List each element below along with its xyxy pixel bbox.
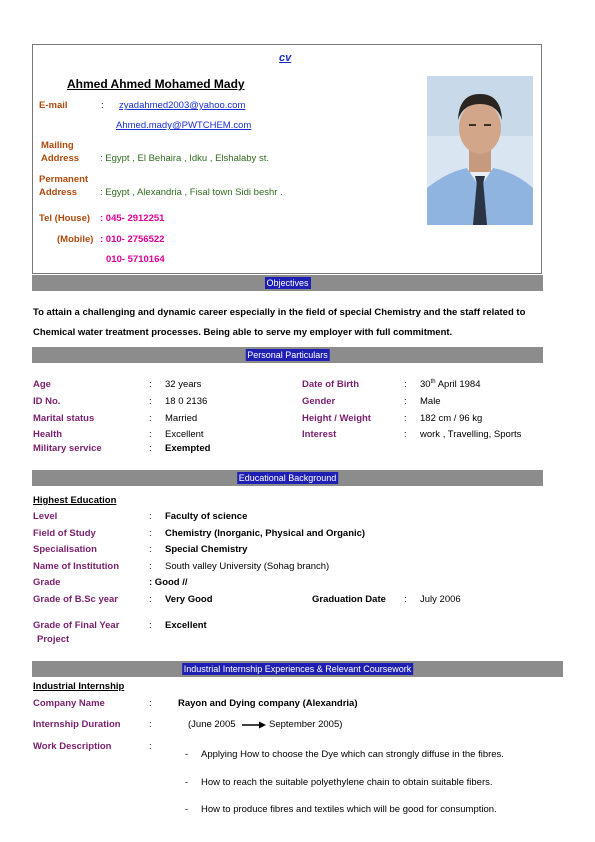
military-label: Military service [33,443,102,454]
industrial-internship-heading: Industrial Internship [33,681,125,692]
age-label: Age [33,379,51,390]
cv-title: cv [279,52,292,64]
email-label: E-mail [39,100,68,111]
internship-section-bar [32,661,563,677]
work-item-dash: - [185,777,189,788]
height-weight-colon: : [404,413,407,424]
permanent-address: : Egypt , Alexandria , Fisal town Sidi beshr . [100,187,283,198]
level-value: Faculty of science [165,511,248,522]
work-item-dash: - [185,749,189,760]
health-label: Health [33,429,63,440]
marital-colon: : [149,413,152,424]
work-description-label: Work Description [33,741,112,752]
field-colon: : [149,528,152,539]
objectives-line-2: Chemical water treatment processes. Being able to serve my employer with full commitment. [33,327,453,338]
work-item: How to produce fibres and textiles which will be good for consumption. [201,804,497,815]
graduation-date-value: July 2006 [420,594,461,605]
dob-value: 30th April 1984 [420,379,481,391]
institution-colon: : [149,561,152,572]
objectives-heading: Objectives [266,278,309,288]
bsc-grade-value: Very Good [165,594,213,605]
specialisation-colon: : [149,544,152,555]
tel-mobile-value: : 010- 2756522 [100,234,165,245]
tel-house-value: : 045- 2912251 [100,213,165,224]
company-name-label: Company Name [33,698,105,709]
institution-value: South valley University (Sohag branch) [165,561,330,572]
work-description-colon: : [149,741,152,752]
bsc-grade-colon: : [149,594,152,605]
interest-colon: : [404,429,407,440]
objectives-line-1: To attain a challenging and dynamic career especially in the field of special Chemistry and the staff related to [33,307,526,318]
email-link-2[interactable]: Ahmed.mady@PWTCHEM.com [116,120,252,131]
id-label: ID No. [33,396,61,407]
email-colon: : [101,100,104,111]
graduation-date-colon: : [404,594,407,605]
work-item-dash: - [185,804,189,815]
permanent-label-2: Address [39,187,78,198]
level-label: Level [33,511,58,522]
marital-label: Marital status [33,413,95,424]
gender-colon: : [404,396,407,407]
mailing-label-1: Mailing [41,140,74,151]
personal-section-bar [32,347,543,363]
military-colon: : [149,443,152,454]
dob-label: Date of Birth [302,379,359,390]
profile-photo [427,76,533,225]
company-name-colon: : [149,698,152,709]
marital-value: Married [165,413,198,424]
education-heading: Educational Background [238,473,337,483]
gender-value: Male [420,396,441,407]
interest-label: Interest [302,429,337,440]
specialisation-label: Specialisation [33,544,97,555]
permanent-label-1: Permanent [39,174,89,185]
internship-heading: Industrial Internship Experiences & Relevant Coursework [183,664,412,674]
interest-value: work , Travelling, Sports [420,429,522,440]
work-item: How to reach the suitable polyethylene chain to obtain suitable fibers. [201,777,493,788]
candidate-name: Ahmed Ahmed Mohamed Mady [67,77,245,91]
tel-house-label: Tel (House) [39,213,91,224]
final-project-label-2: Project [37,634,70,645]
final-project-value: Excellent [165,620,207,631]
arrow-right-icon [241,720,267,730]
final-project-colon: : [149,620,152,631]
duration-to: September 2005) [269,719,343,730]
institution-label: Name of Institution [33,561,120,572]
tel-mobile-value-2: 010- 5710164 [106,254,165,265]
id-value: 18 0 2136 [165,396,208,407]
duration-label: Internship Duration [33,719,121,730]
final-project-label-1: Grade of Final Year [33,620,120,631]
field-value: Chemistry (Inorganic, Physical and Organic) [165,528,366,539]
age-value: 32 years [165,379,202,390]
level-colon: : [149,511,152,522]
field-label: Field of Study [33,528,96,539]
personal-heading: Personal Particulars [247,350,328,360]
grade-value: : Good // [149,577,188,588]
health-value: Excellent [165,429,204,440]
id-colon: : [149,396,152,407]
age-colon: : [149,379,152,390]
height-weight-value: 182 cm / 96 kg [420,413,483,424]
military-value: Exempted [165,443,211,454]
objectives-section-bar [32,275,543,291]
bsc-grade-label: Grade of B.Sc year [33,594,119,605]
specialisation-value: Special Chemistry [165,544,248,555]
height-weight-label: Height / Weight [302,413,371,424]
graduation-date-label: Graduation Date [312,594,386,605]
health-colon: : [149,429,152,440]
duration-from: (June 2005 [188,719,236,730]
company-name-value: Rayon and Dying company (Alexandria) [178,698,358,709]
tel-mobile-label: (Mobile) [57,234,94,245]
mailing-address: : Egypt , El Behaira , Idku , Elshalaby st. [100,153,269,164]
highest-education-heading: Highest Education [33,495,117,506]
work-item: Applying How to choose the Dye which can strongly diffuse in the fibres. [201,749,504,760]
education-section-bar [32,470,543,486]
dob-colon: : [404,379,407,390]
duration-colon: : [149,719,152,730]
gender-label: Gender [302,396,336,407]
mailing-label-2: Address [41,153,80,164]
email-link-1[interactable]: zyadahmed2003@yahoo.com [119,100,246,111]
grade-label: Grade [33,577,61,588]
